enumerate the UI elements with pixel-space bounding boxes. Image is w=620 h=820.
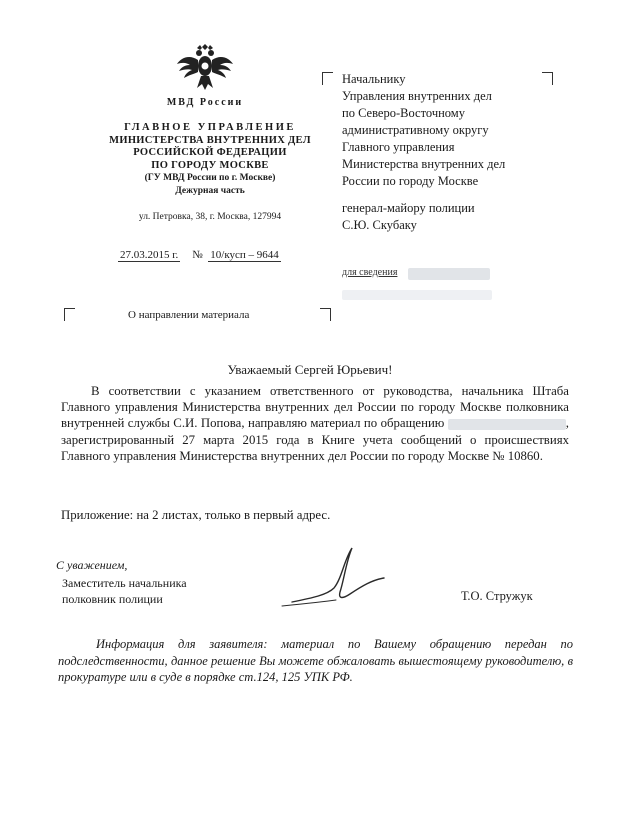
org-line: МИНИСТЕРСТВА ВНУТРЕННИХ ДЕЛ: [109, 134, 311, 146]
addressee-line: Начальнику: [342, 72, 406, 86]
signer-position-line: Заместитель начальника: [62, 576, 187, 590]
addressee-corner-left: [322, 72, 333, 85]
double-headed-eagle-icon: [175, 36, 235, 96]
signer-position-line: полковник полиции: [62, 592, 163, 606]
addressee-line: по Северо-Восточному: [342, 106, 465, 120]
addressee-line: Управления внутренних дел: [342, 89, 492, 103]
addressee-line: Министерства внутренних дел: [342, 157, 506, 171]
org-line: (ГУ МВД России по г. Москве): [144, 173, 276, 183]
mvd-label: МВД России: [166, 97, 244, 108]
main-paragraph: [61, 383, 569, 464]
addressee-line: России по городу Москве: [342, 174, 479, 188]
org-line: ПО ГОРОДУ МОСКВЕ: [151, 159, 269, 171]
document-date: 27.03.2015 г.: [120, 249, 179, 261]
regards: С уважением,: [56, 558, 128, 572]
paragraph-text: В соответствии с указанием ответственного от руководства, начальника Штаба Главного управления Министерства внутренних дел России по городу Москве полковника внутренней службы С.И. Попова, направляю материал по обращению: [61, 384, 569, 431]
subject-line: О направлении материала: [128, 309, 250, 321]
org-line: Дежурная часть: [175, 185, 245, 196]
paragraph-text: , зарегистрированный 27 марта 2015 года в Книге учета сообщений о происшествиях Главного управления Министерства внутренних дел России по городу Москве № 10860.: [61, 416, 569, 463]
addressee-name: С.Ю. Скубаку: [342, 218, 417, 232]
attachment-line: Приложение: на 2 листах, только в первый адрес.: [61, 508, 331, 522]
redacted-area: [342, 290, 492, 300]
addressee-rank: генерал-майору полиции: [342, 201, 475, 215]
greeting: Уважаемый Сергей Юрьевич!: [227, 362, 393, 377]
subject-corner-right: [320, 308, 331, 321]
addressee-block: [342, 71, 572, 234]
note-text: Информация для заявителя: материал по Вашему обращению передан по подследственности, данное решение Вы можете обжаловать вышестоящему руководителю, в прокуратуре или в суде в порядке ст.124, 125 УПК РФ.: [58, 637, 573, 684]
number-sign: №: [192, 249, 203, 261]
org-line: РОССИЙСКОЙ ФЕДЕРАЦИИ: [133, 147, 287, 158]
addressee-line: административному округу: [342, 123, 489, 137]
org-line: ГЛАВНОЕ УПРАВЛЕНИЕ: [124, 122, 296, 133]
addressee-line: Главного управления: [342, 140, 455, 154]
handwritten-signature: [272, 540, 402, 610]
redacted-area: [408, 268, 490, 280]
org-address: ул. Петровка, 38, г. Москва, 127994: [138, 212, 282, 222]
applicant-note: [58, 636, 573, 686]
document-number: 10/кусп – 9644: [210, 249, 279, 261]
subject-corner-left: [64, 308, 75, 321]
registration-line: [118, 249, 281, 261]
signer-name: Т.О. Стружук: [461, 589, 533, 603]
copy-label: для сведения: [342, 267, 398, 278]
signer-position: [62, 575, 187, 607]
redacted-name: [448, 419, 566, 430]
organization-name: [80, 122, 340, 197]
